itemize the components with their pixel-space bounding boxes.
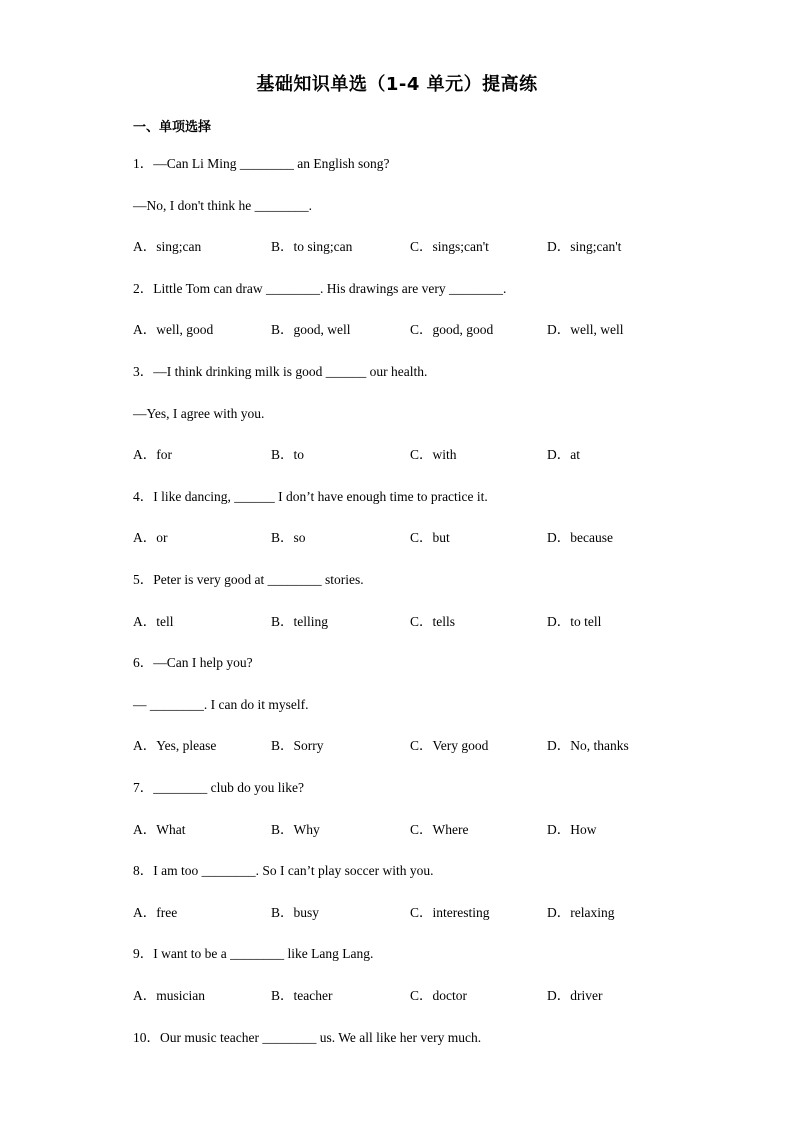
option-d: D．How	[547, 822, 597, 837]
question-6-answer-line: — ________. I can do it myself.	[133, 697, 309, 712]
option-b: B．Sorry	[271, 738, 324, 753]
question-2-stem: 2．Little Tom can draw ________. His drawings are very ________.	[133, 281, 507, 296]
option-a: A．musician	[133, 988, 205, 1003]
question-6-stem: 6．—Can I help you?	[133, 655, 253, 670]
option-b: B．Why	[271, 822, 320, 837]
question-8-stem: 8．I am too ________. So I can’t play soccer with you.	[133, 863, 434, 878]
option-c: C．interesting	[410, 905, 490, 920]
question-9-stem: 9．I want to be a ________ like Lang Lang.	[133, 946, 374, 961]
option-d: D．well, well	[547, 322, 624, 337]
option-c: C．Where	[410, 822, 469, 837]
option-a: A．for	[133, 447, 172, 462]
option-a: A．free	[133, 905, 178, 920]
option-c: C．doctor	[410, 988, 467, 1003]
option-c: C．tells	[410, 614, 456, 629]
option-b: B．telling	[271, 614, 328, 629]
question-7-stem: 7．________ club do you like?	[133, 780, 304, 795]
option-d: D．sing;can't	[547, 239, 622, 254]
option-b: B．good, well	[271, 322, 351, 337]
option-d: D．relaxing	[547, 905, 615, 920]
option-c: C．sings;can't	[410, 239, 489, 254]
question-4-stem: 4．I like dancing, ______ I don’t have enough time to practice it.	[133, 489, 488, 504]
option-b: B．teacher	[271, 988, 333, 1003]
option-c: C．Very good	[410, 738, 489, 753]
option-c: C．good, good	[410, 322, 494, 337]
option-d: D．No, thanks	[547, 738, 629, 753]
question-1-answer-line: —No, I don't think he ________.	[133, 198, 313, 213]
question-3-answer-line: —Yes, I agree with you.	[133, 406, 265, 421]
option-a: A．sing;can	[133, 239, 202, 254]
page-title: 基础知识单选（1-4 单元）提高练	[256, 74, 538, 95]
option-a: A．Yes, please	[133, 738, 217, 753]
option-b: B．so	[271, 530, 306, 545]
option-d: D．because	[547, 530, 613, 545]
option-a: A．tell	[133, 614, 174, 629]
question-10-stem: 10．Our music teacher ________ us. We all like her very much.	[133, 1030, 482, 1045]
option-d: D．to tell	[547, 614, 602, 629]
option-c: C．but	[410, 530, 450, 545]
option-a: A．What	[133, 822, 186, 837]
question-3-stem: 3．—I think drinking milk is good ______ our health.	[133, 364, 428, 379]
section-heading: 一、单项选择	[133, 120, 212, 135]
option-a: A．well, good	[133, 322, 214, 337]
option-a: A．or	[133, 530, 168, 545]
option-b: B．busy	[271, 905, 320, 920]
option-d: D．at	[547, 447, 580, 462]
question-5-stem: 5．Peter is very good at ________ stories.	[133, 572, 364, 587]
option-b: B．to sing;can	[271, 239, 353, 254]
option-b: B．to	[271, 447, 305, 462]
question-1-stem: 1．—Can Li Ming ________ an English song?	[133, 156, 390, 171]
option-d: D．driver	[547, 988, 603, 1003]
option-c: C．with	[410, 447, 457, 462]
